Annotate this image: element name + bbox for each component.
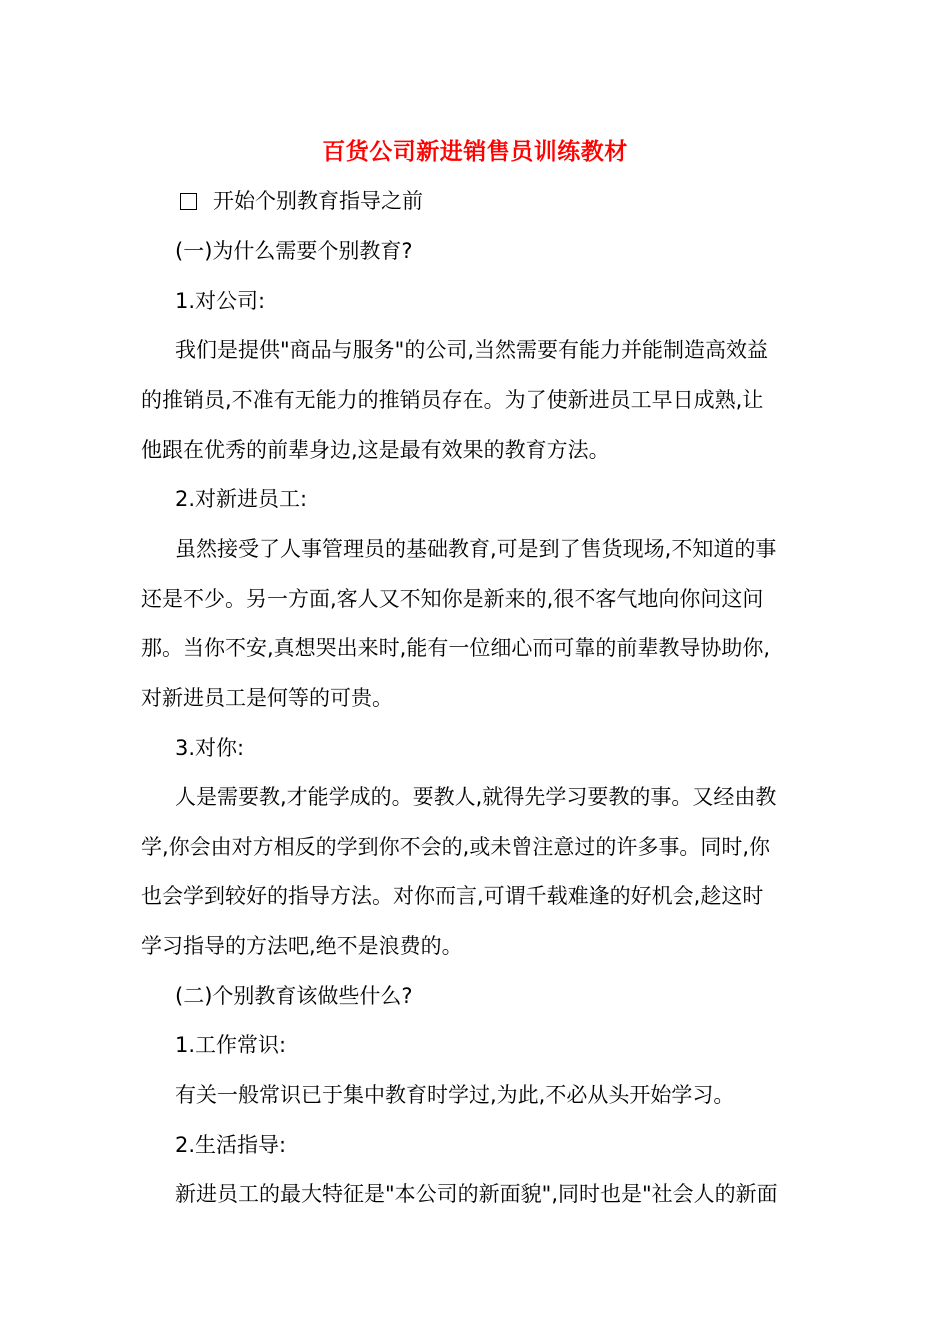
heading-what-to-do: (二)个别教育该做些什么? xyxy=(175,984,413,1008)
paragraph-line: 的推销员,不准有无能力的推销员存在。为了使新进员工早日成熟,让 xyxy=(141,388,764,412)
paragraph-line: 他跟在优秀的前辈身边,这是最有效果的教育方法。 xyxy=(141,438,610,462)
subheading-work-knowledge: 1.工作常识: xyxy=(175,1033,287,1057)
subheading-for-company: 1.对公司: xyxy=(175,289,266,313)
paragraph-line: 对新进员工是何等的可贵。 xyxy=(141,686,393,710)
paragraph-line: 新进员工的最大特征是"本公司的新面貌",同时也是"社会人的新面 xyxy=(175,1182,778,1206)
subheading-life-guidance: 2.生活指导: xyxy=(175,1133,287,1157)
paragraph-line: 学习指导的方法吧,绝不是浪费的。 xyxy=(141,934,463,958)
checkbox-icon xyxy=(180,193,197,210)
paragraph-line: 人是需要教,才能学成的。要教人,就得先学习要教的事。又经由教 xyxy=(175,785,777,809)
paragraph-line: 我们是提供"商品与服务"的公司,当然需要有能力并能制造高效益 xyxy=(175,338,768,362)
paragraph-line: 还是不少。另一方面,客人又不知你是新来的,很不客气地向你问这问 xyxy=(141,587,764,611)
paragraph-line: 那。当你不安,真想哭出来时,能有一位细心而可靠的前辈教导协助你, xyxy=(141,636,771,660)
heading-why-individual-education: (一)为什么需要个别教育? xyxy=(175,239,413,263)
paragraph-line: 虽然接受了人事管理员的基础教育,可是到了售货现场,不知道的事 xyxy=(175,537,777,561)
paragraph-line: 学,你会由对方相反的学到你不会的,或未曾注意过的许多事。同时,你 xyxy=(141,835,771,859)
section-heading: 开始个别教育指导之前 xyxy=(213,189,423,213)
subheading-for-new-employee: 2.对新进员工: xyxy=(175,487,308,511)
subheading-for-you: 3.对你: xyxy=(175,736,245,760)
paragraph-line: 有关一般常识已于集中教育时学过,为此,不必从头开始学习。 xyxy=(175,1083,735,1107)
paragraph-line: 也会学到较好的指导方法。对你而言,可谓千载难逢的好机会,趁这时 xyxy=(141,884,764,908)
document-title: 百货公司新进销售员训练教材 xyxy=(322,139,628,165)
section-heading-row xyxy=(180,185,423,217)
